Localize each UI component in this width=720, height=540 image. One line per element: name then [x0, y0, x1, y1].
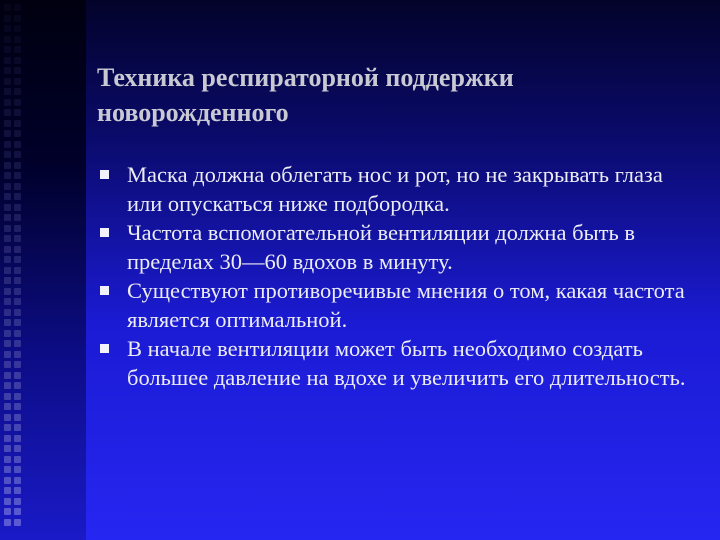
- decorative-square: [14, 508, 21, 515]
- decorative-square: [4, 414, 11, 421]
- bullet-list: [98, 160, 698, 392]
- decorative-square: [4, 120, 11, 127]
- decorative-square: [14, 288, 21, 295]
- decorative-square: [14, 15, 21, 22]
- decorative-square: [4, 151, 11, 158]
- decorative-square: [14, 340, 21, 347]
- decorative-square: [14, 193, 21, 200]
- decorative-square: [14, 330, 21, 337]
- decorative-square: [14, 498, 21, 505]
- decorative-square: [14, 309, 21, 316]
- decorative-square: [4, 78, 11, 85]
- decorative-square: [4, 57, 11, 64]
- decorative-square: [4, 508, 11, 515]
- decorative-square: [4, 361, 11, 368]
- decorative-square: [14, 519, 21, 526]
- decorative-square: [14, 36, 21, 43]
- decorative-square: [14, 267, 21, 274]
- decorative-square: [4, 204, 11, 211]
- decorative-square: [14, 25, 21, 32]
- decorative-square: [4, 298, 11, 305]
- decorative-square: [4, 309, 11, 316]
- decorative-square: [4, 172, 11, 179]
- decorative-square: [4, 267, 11, 274]
- decorative-square: [4, 4, 11, 11]
- square-pattern: [4, 4, 32, 536]
- slide-title: Техника респираторной поддержки новорожденного: [97, 63, 514, 127]
- bullet-text: Маска должна облегать нос и рот, но не закрывать глаза или опускаться ниже подбородка.: [127, 162, 663, 216]
- decorative-square: [4, 15, 11, 22]
- decorative-square: [4, 109, 11, 116]
- decorative-square: [4, 246, 11, 253]
- decorative-square: [4, 183, 11, 190]
- decorative-square: [4, 130, 11, 137]
- decorative-square: [14, 4, 21, 11]
- decorative-square: [4, 456, 11, 463]
- decorative-square: [14, 403, 21, 410]
- decorative-square: [14, 214, 21, 221]
- decorative-square: [4, 235, 11, 242]
- decorative-square: [4, 99, 11, 106]
- bullet-text: Существуют противоречивые мнения о том, какая частота является оптимальной.: [127, 278, 685, 332]
- decorative-square: [4, 382, 11, 389]
- bullet-text: В начале вентиляции может быть необходимо создать большее давление на вдохе и увеличить его длительность.: [127, 336, 686, 390]
- decorative-square: [14, 172, 21, 179]
- decorative-square: [14, 424, 21, 431]
- bullet-item: [98, 160, 698, 218]
- decorative-square: [14, 435, 21, 442]
- bullet-text: Частота вспомогательной вентиляции должна быть в пределах 30—60 вдохов в минуту.: [127, 220, 635, 274]
- decorative-square: [4, 141, 11, 148]
- decorative-square: [4, 351, 11, 358]
- square-bullet-icon: [100, 344, 109, 353]
- decorative-square: [4, 498, 11, 505]
- decorative-square: [14, 99, 21, 106]
- decorative-square: [4, 319, 11, 326]
- decorative-square: [4, 256, 11, 263]
- decorative-square: [14, 130, 21, 137]
- decorative-square: [4, 162, 11, 169]
- decorative-square: [14, 183, 21, 190]
- decorative-square: [14, 298, 21, 305]
- decorative-square: [4, 477, 11, 484]
- decorative-square: [4, 435, 11, 442]
- decorative-square: [14, 487, 21, 494]
- decorative-square: [4, 214, 11, 221]
- decorative-square: [4, 445, 11, 452]
- decorative-square: [4, 466, 11, 473]
- decorative-square: [14, 466, 21, 473]
- decorative-square: [4, 277, 11, 284]
- decorative-square: [14, 277, 21, 284]
- decorative-square: [14, 372, 21, 379]
- decorative-square: [14, 393, 21, 400]
- decorative-square: [4, 36, 11, 43]
- decorative-square: [14, 46, 21, 53]
- decorative-square: [14, 120, 21, 127]
- decorative-square: [4, 88, 11, 95]
- decorative-square: [4, 330, 11, 337]
- bullet-item: [98, 334, 698, 392]
- decorative-square: [14, 109, 21, 116]
- bullet-item: [98, 276, 698, 334]
- decorative-square: [4, 25, 11, 32]
- decorative-square: [14, 361, 21, 368]
- square-bullet-icon: [100, 170, 109, 179]
- decorative-square: [14, 141, 21, 148]
- decorative-square: [4, 372, 11, 379]
- decorative-square: [4, 193, 11, 200]
- decorative-square: [14, 162, 21, 169]
- decorative-square: [4, 46, 11, 53]
- bullet-item: [98, 218, 698, 276]
- decorative-square: [14, 246, 21, 253]
- square-bullet-icon: [100, 228, 109, 237]
- square-bullet-icon: [100, 286, 109, 295]
- decorative-square: [14, 414, 21, 421]
- decorative-square: [14, 351, 21, 358]
- decorative-square: [4, 424, 11, 431]
- decorative-square: [14, 456, 21, 463]
- decorative-square: [14, 256, 21, 263]
- decorative-square: [14, 151, 21, 158]
- decorative-square: [14, 477, 21, 484]
- decorative-square: [14, 445, 21, 452]
- decorative-square: [4, 340, 11, 347]
- decorative-square: [14, 78, 21, 85]
- decorative-square: [14, 57, 21, 64]
- decorative-square: [4, 403, 11, 410]
- decorative-square: [14, 235, 21, 242]
- decorative-square: [14, 67, 21, 74]
- decorative-square: [4, 519, 11, 526]
- decorative-square: [4, 288, 11, 295]
- decorative-square: [14, 204, 21, 211]
- decorative-left-strip: [0, 0, 86, 540]
- decorative-square: [14, 88, 21, 95]
- decorative-square: [4, 393, 11, 400]
- decorative-square: [4, 487, 11, 494]
- decorative-square: [14, 225, 21, 232]
- decorative-square: [14, 382, 21, 389]
- decorative-square: [4, 225, 11, 232]
- decorative-square: [14, 319, 21, 326]
- decorative-square: [4, 67, 11, 74]
